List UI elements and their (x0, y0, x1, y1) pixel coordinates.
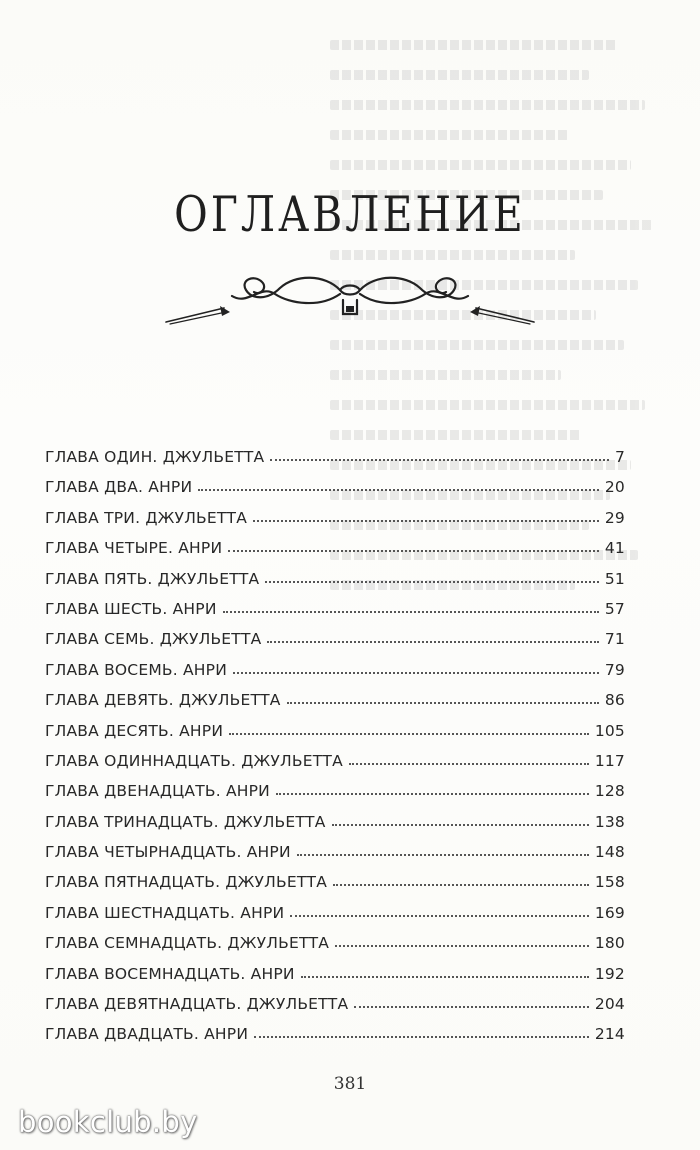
toc-entry-title: ГЛАВА ОДИН. ДЖУЛЬЕТТА (45, 448, 265, 466)
toc-entry-page: 71 (604, 630, 625, 649)
page-title: ОГЛАВЛЕНИЕ (174, 186, 526, 243)
toc-entry-title: ГЛАВА ДВЕНАДЦАТЬ. АНРИ (45, 782, 270, 801)
table-of-contents (45, 448, 625, 1056)
dot-leader (332, 824, 589, 826)
toc-entry-title: ГЛАВА ДЕВЯТЬ. ДЖУЛЬЕТТА (45, 691, 281, 710)
toc-entry (45, 630, 625, 660)
toc-entry-page: 117 (594, 751, 625, 770)
toc-entry-title: ГЛАВА ОДИННАДЦАТЬ. ДЖУЛЬЕТТА (45, 751, 343, 770)
toc-entry-title: ГЛАВА ПЯТЬ. ДЖУЛЬЕТТА (45, 569, 260, 588)
toc-entry-title: ГЛАВА ШЕСТЬ. АНРИ (45, 599, 217, 618)
page-number: 381 (333, 1074, 367, 1094)
dot-leader (301, 976, 589, 978)
toc-entry-title: ГЛАВА ЧЕТЫРЕ. АНРИ (45, 539, 223, 558)
dot-leader (223, 611, 599, 613)
dot-leader (253, 520, 599, 522)
toc-entry-title: ГЛАВА ДВА. АНРИ (45, 478, 193, 497)
dot-leader (287, 702, 599, 704)
dot-leader (228, 550, 599, 552)
toc-entry-page: 29 (604, 508, 625, 527)
toc-entry (45, 995, 625, 1025)
toc-entry-title: ГЛАВА СЕМНАДЦАТЬ. ДЖУЛЬЕТТА (45, 934, 330, 953)
toc-entry-title: ГЛАВА ПЯТНАДЦАТЬ. ДЖУЛЬЕТТА (45, 873, 328, 892)
toc-entry (45, 782, 625, 812)
toc-entry-title: ГЛАВА ЧЕТЫРНАДЦАТЬ. АНРИ (45, 843, 291, 862)
toc-entry-title: ГЛАВА ВОСЕМНАДЦАТЬ. АНРИ (45, 964, 295, 983)
dot-leader (333, 884, 589, 886)
toc-entry (45, 448, 625, 478)
toc-entry-page: 169 (594, 903, 625, 922)
toc-entry-title: ГЛАВА ДЕСЯТЬ. АНРИ (45, 721, 224, 740)
toc-entry (45, 509, 625, 539)
flourish-ornament-icon (160, 268, 540, 330)
toc-entry-title: ГЛАВА ТРИНАДЦАТЬ. ДЖУЛЬЕТТА (45, 812, 326, 831)
toc-entry (45, 539, 625, 569)
toc-entry-page: 214 (594, 1025, 625, 1044)
toc-entry (45, 934, 625, 964)
toc-entry (45, 843, 625, 873)
dot-leader (349, 763, 589, 765)
toc-entry-page: 7 (614, 448, 625, 466)
toc-entry-title: ГЛАВА ВОСЕМЬ. АНРИ (45, 660, 227, 679)
toc-entry-title: ГЛАВА ДВАДЦАТЬ. АНРИ (45, 1025, 249, 1044)
toc-entry-page: 128 (594, 782, 625, 801)
dot-leader (267, 641, 598, 643)
toc-entry-page: 158 (594, 873, 625, 892)
dot-leader (297, 854, 589, 856)
toc-entry (45, 722, 625, 752)
toc-entry-page: 79 (604, 660, 625, 679)
toc-entry-title: ГЛАВА СЕМЬ. ДЖУЛЬЕТТА (45, 630, 262, 649)
toc-entry-page: 20 (604, 478, 625, 497)
dot-leader (354, 1006, 589, 1008)
toc-entry-page: 41 (604, 539, 625, 558)
dot-leader (276, 793, 589, 795)
dot-leader (270, 459, 609, 461)
toc-entry (45, 600, 625, 630)
dot-leader (229, 733, 589, 735)
dot-leader (254, 1036, 589, 1038)
toc-entry-page: 192 (594, 964, 625, 983)
dot-leader (290, 915, 589, 917)
toc-entry-page: 51 (604, 569, 625, 588)
toc-entry (45, 752, 625, 782)
toc-entry-page: 204 (594, 995, 625, 1014)
dot-leader (335, 945, 589, 947)
toc-entry-page: 138 (594, 812, 625, 831)
dot-leader (233, 672, 599, 674)
toc-entry (45, 1025, 625, 1055)
toc-entry-page: 105 (594, 721, 625, 740)
toc-entry-title: ГЛАВА ДЕВЯТНАДЦАТЬ. ДЖУЛЬЕТТА (45, 995, 349, 1014)
toc-entry (45, 873, 625, 903)
toc-entry (45, 813, 625, 843)
toc-entry (45, 965, 625, 995)
toc-entry (45, 570, 625, 600)
toc-entry (45, 904, 625, 934)
toc-entry (45, 661, 625, 691)
toc-entry-title: ГЛАВА ТРИ. ДЖУЛЬЕТТА (45, 508, 248, 527)
toc-entry-page: 86 (604, 691, 625, 710)
dot-leader (198, 489, 599, 491)
toc-entry-page: 180 (594, 934, 625, 953)
watermark-logo: bookclub.by (18, 1105, 198, 1139)
toc-entry-title: ГЛАВА ШЕСТНАДЦАТЬ. АНРИ (45, 903, 285, 922)
toc-entry (45, 691, 625, 721)
dot-leader (265, 581, 599, 583)
toc-entry-page: 57 (604, 599, 625, 618)
toc-entry (45, 478, 625, 508)
toc-entry-page: 148 (594, 843, 625, 862)
